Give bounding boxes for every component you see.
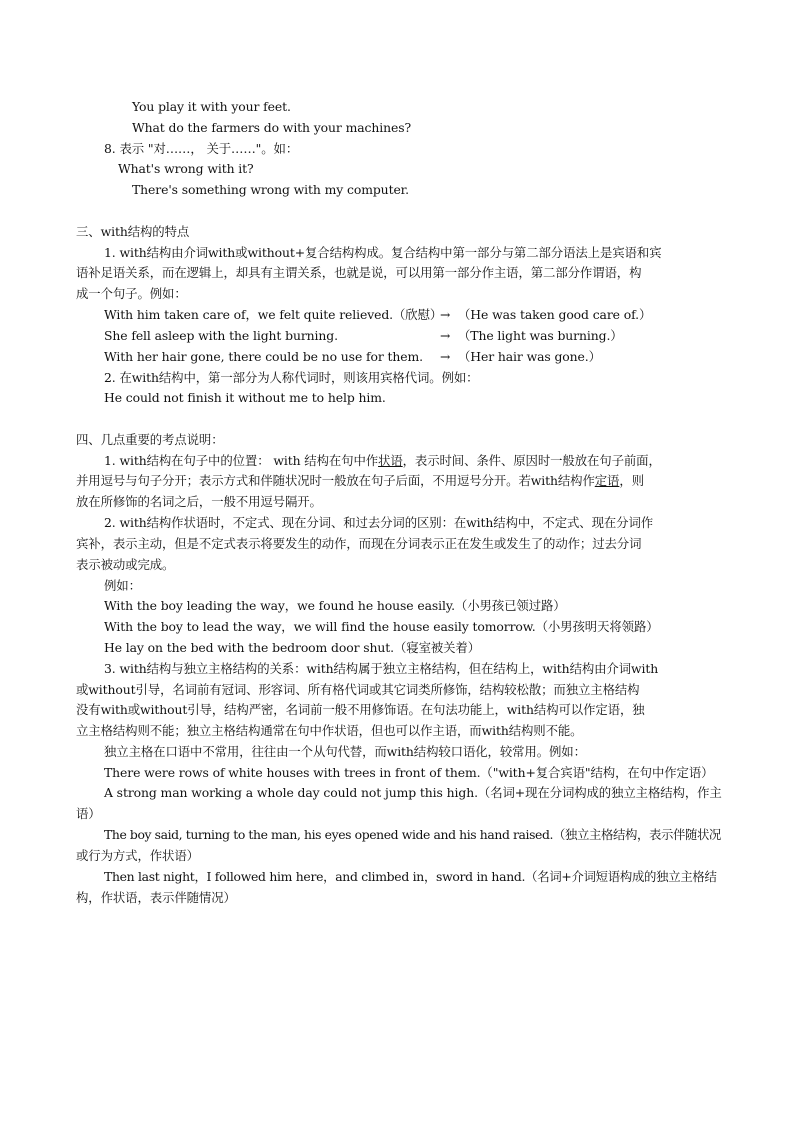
example-sentence: He could not finish it without me to help him. [104,390,386,405]
example-sentence: 语） [76,806,101,821]
paragraph-line [76,473,644,489]
example-sentence: The boy said, turning to the man, his eyes opened wide and his hand raised.（独立主格结构，表示伴随状况 [104,827,721,842]
example-sentence: There were rows of white houses with trees in front of them.（"with+复合宾语"结构，在句中作定语） [104,765,714,780]
example-gloss: （The light was burning.） [458,328,623,343]
arrow-icon: → [440,328,451,343]
example-line: What's wrong with it? [118,161,254,176]
paragraph-line: 放在所修饰的名词之后，一般不用逗号隔开。 [76,494,322,509]
example-sentence: With him taken care of，we felt quite relieved.（欣慰） [104,307,443,322]
paragraph-line: 立主格结构则不能；独立主格结构通常在句中作状语，但也可以作主语，而with结构则不能。 [76,723,583,738]
paragraph-line: 2. 在with结构中，第一部分为人称代词时，则该用宾格代词。例如： [104,370,479,385]
example-sentence: He lay on the bed with the bedroom door shut.（寝室被关着） [104,640,481,655]
example-sentence: 构，作状语，表示伴随情况） [76,890,236,905]
example-gloss: （He was taken good care of.） [458,307,652,322]
underlined-term: 状语 [378,453,403,468]
text-run: ，表示时间、条件、原因时一般放在句子前面， [402,453,661,468]
list-item-8: 8. 表示 "对……， 关于……"。如： [104,141,299,156]
paragraph-line: 语补足语关系，而在逻辑上，却具有主谓关系，也就是说，可以用第一部分作主语，第二部分作谓语，构 [76,265,642,280]
paragraph-line: 或without引导，名词前有冠词、形容词、所有格代词或其它词类所修饰，结构较松散；而独立主格结构 [76,682,640,697]
underlined-term: 定语 [594,473,620,488]
paragraph-line: 1. with结构由介词with或without+复合结构构成。复合结构中第一部分与第二部分语法上是宾语和宾 [104,245,662,260]
paragraph-line [104,453,661,469]
paragraph-line: 没有with或without引导，结构严密，名词前一般不用修饰语。在句法功能上，with结构可以作定语，独 [76,702,645,717]
example-sentence: She fell asleep with the light burning. [104,328,338,343]
paragraph-line: 例如： [104,578,141,593]
example-sentence: 或行为方式，作状语） [76,848,199,863]
paragraph-line: 2. with结构作状语时，不定式、现在分词、和过去分词的区别：在with结构中，不定式、现在分词作 [104,515,654,530]
paragraph-line: 宾补，表示主动，但是不定式表示将要发生的动作，而现在分词表示正在发生或发生了的动作；过去分词 [76,536,642,551]
paragraph-line: 独立主格在口语中不常用，往往由一个从句代替，而with结构较口语化，较常用。例如： [104,744,586,759]
example-sentence: With the boy leading the way，we found he house easily.（小男孩已领过路） [104,598,566,613]
paragraph-line: 成一个句子。例如： [76,286,187,301]
text-run: ，则 [619,473,644,488]
example-line: There's something wrong with my computer. [132,182,409,197]
arrow-icon: → [440,307,451,322]
example-sentence: A strong man working a whole day could not jump this high.（名词+现在分词构成的独立主格结构，作主 [104,785,722,800]
text-run: 并用逗号与句子分开；表示方式和伴随状况时一般放在句子后面，不用逗号分开。若with结构作 [76,473,595,488]
example-sentence: With her hair gone, there could be no use for them. [104,349,424,364]
section-heading: 四、几点重要的考点说明： [76,432,224,447]
text-run: 1. with结构在句子中的位置： with 结构在句中作 [104,453,379,468]
example-sentence: With the boy to lead the way，we will find the house easily tomorrow.（小男孩明天将领路） [104,619,659,634]
example-gloss: （Her hair was gone.） [458,349,601,364]
arrow-icon: → [440,349,451,364]
example-sentence: Then last night，I followed him here，and climbed in，sword in hand.（名词+介词短语构成的独立主格结 [104,869,717,884]
paragraph-line: 3. with结构与独立主格结构的关系：with结构属于独立主格结构，但在结构上，with结构由介词with [104,661,659,676]
example-line: What do the farmers do with your machines? [132,120,412,135]
example-line: You play it with your feet. [132,99,291,114]
section-heading: 三、with结构的特点 [76,224,190,239]
paragraph-line: 表示被动或完成。 [76,557,175,572]
